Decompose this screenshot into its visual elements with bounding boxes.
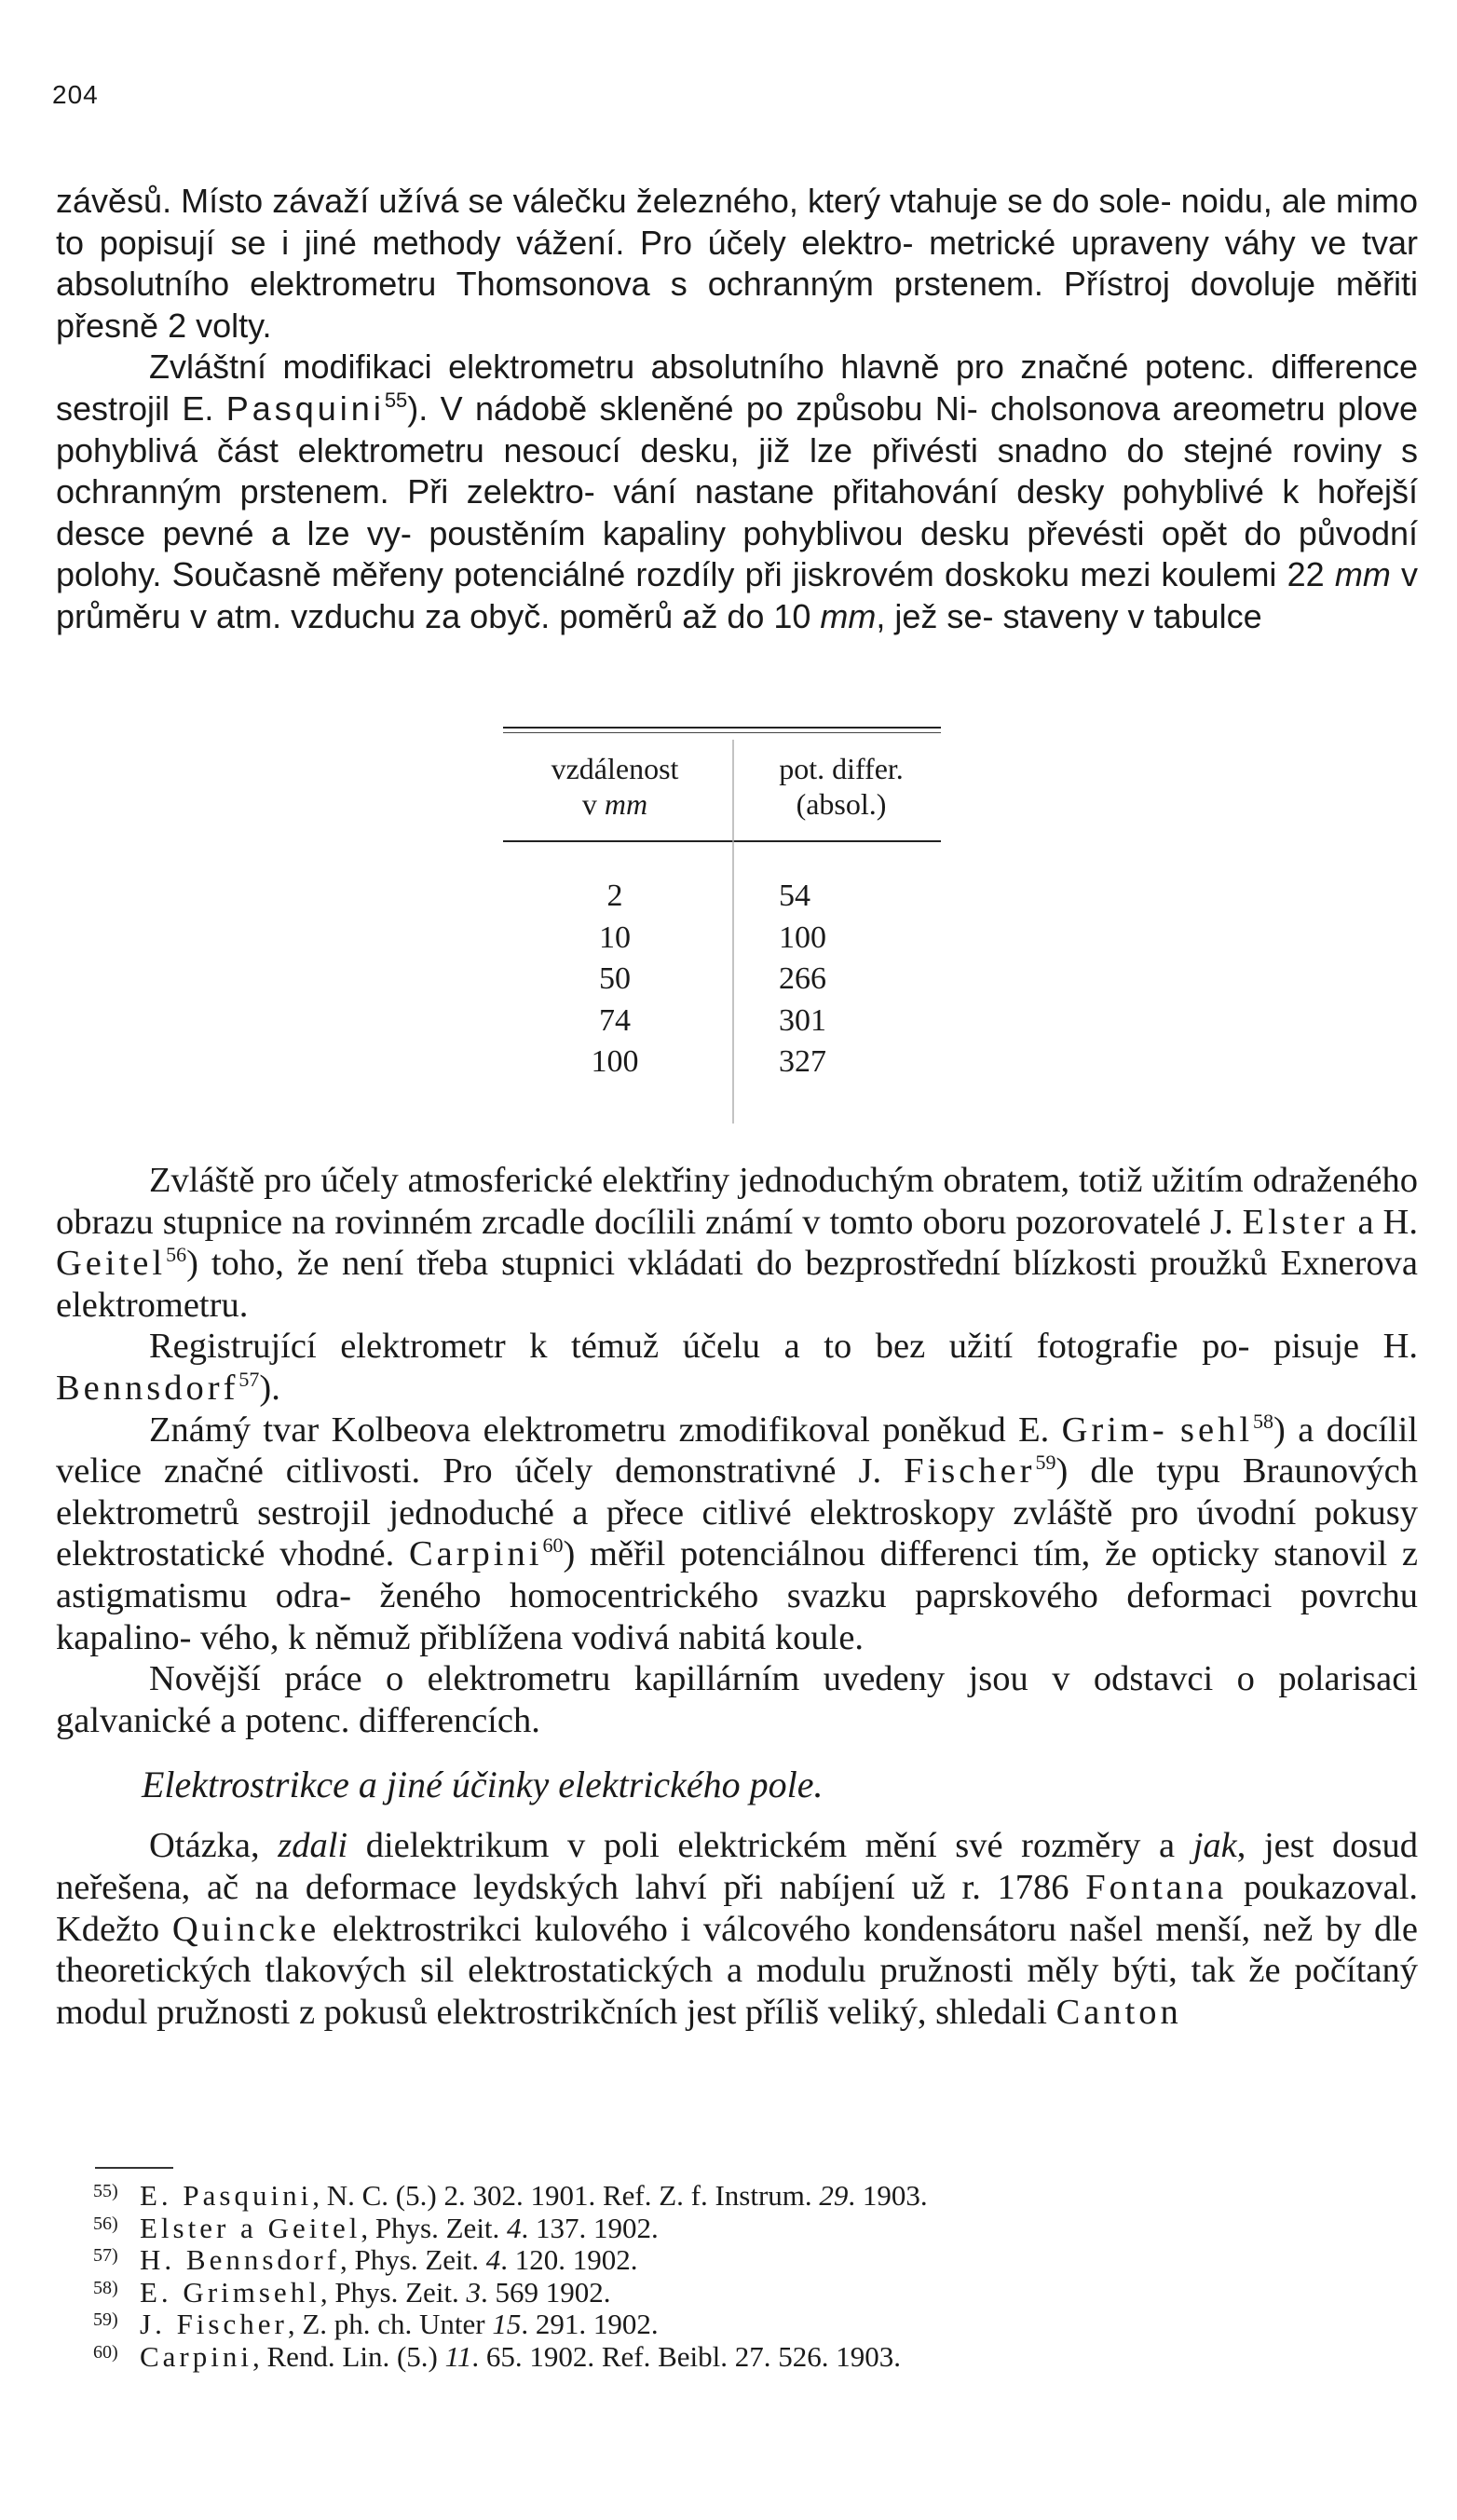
table-cell: 2: [606, 879, 623, 913]
data-table: [503, 727, 946, 1137]
footnote-59: 59) J. Fischer, Z. ph. ch. Unter 15. 291. 1902.: [93, 2308, 659, 2340]
author-pasquini: Pasquini: [225, 388, 385, 428]
table-rule-top: [503, 727, 941, 729]
footnote-ref-59: 59: [1035, 1451, 1056, 1475]
paragraph-bennsdorf: Registrující elektrometr k témuž účelu a to bez užití fotografie po- pisuje H. Bennsdorf$^{57}$).: [56, 1327, 1418, 1408]
table-rule-top-thin: [503, 732, 941, 733]
footnote-56: 56) Elster a Geitel, Phys. Zeit. 4. 137. 1902.: [93, 2211, 659, 2244]
footnote-ref-58: 58: [1253, 1409, 1274, 1433]
footnote-57: 57) H. Bennsdorf, Phys. Zeit. 4. 120. 1902.: [93, 2243, 638, 2276]
table-column-distance: [503, 876, 727, 1083]
paragraph-weighing: závěsů. Místo závaží užívá se válečku železného, který vtahuje se do sole- noidu, ale mimo to popisují se i jiné methody vážení. Pro účely elektro- metrické upraveny váhy ve tvar absolutního elektrometru Thomsonova s ochranným prstenem. Přístroj dovoluje měřiti přesně 2 volty.: [56, 182, 1418, 345]
table-header-distance: vzdálenost v mm: [551, 752, 679, 821]
body-text-top: [56, 181, 1418, 638]
table-cell: 54: [779, 879, 810, 913]
paragraph-pasquini: Zvláštní modifikaci elektrometru absolutního hlavně pro značné potenc. difference sestrojil E. Pasquini$^{55}$). V nádobě skleněné po způsobu Ni- cholsonova areometru plove pohyblivá část elektrometru nesoucí desku, již lze přivésti snadno do stejné roviny s ochranným prstenem. Při zelektro- vání nastane přitahování desky pohyblivé k hořejší desce pevné a lze vy- poustěním kapaliny pohyblivou desku převésti opět do původní polohy. Současně měřeny potenciálné rozdíly při jiskrovém doskoku mezi koulemi 22 mm v průměru v atm. vzduchu za obyč. poměrů až do 10 mm, jež se- staveny v tabulce: [56, 347, 1419, 635]
paragraph-capillary: Novější práce o elektrometru kapillárním uvedeny jsou v odstavci o polarisaci galvanické a potenc. differencích.: [56, 1659, 1419, 1740]
table-cell: 327: [779, 1044, 826, 1080]
footnotes: [93, 2179, 1351, 2373]
table-cell: 266: [779, 961, 826, 997]
table-header-potential: pot. differ. (absol.): [779, 752, 904, 821]
table-rule-header: [503, 840, 941, 842]
footnote-ref-60: 60: [542, 1533, 564, 1558]
footnote-60: 60) Carpini, Rend. Lin. (5.) 11. 65. 1902. Ref. Beibl. 27. 526. 1903.: [93, 2339, 902, 2373]
table-cell: 10: [599, 919, 631, 955]
footnote-55: 55) E. Pasquini, N. C. (5.) 2. 302. 1901. Ref. Z. f. Instrum. 29. 1903.: [93, 2179, 928, 2212]
table-cell: 100: [779, 919, 826, 955]
body-text-bottom: [56, 1160, 1418, 2033]
table-cell: 74: [599, 1002, 631, 1038]
table-cell: 100: [591, 1044, 639, 1080]
paragraph-electrostriction: Otázka, zdali dielektrikum v poli elektrickém mění své rozměry a jak, jest dosud neřešena, ač na deformace leydských lahví při nabíjení už r. 1786 Fontana poukazoval. Kdežto Quincke elektrostrikci kulového i válcového kondensátoru našel menší, než by dle theoretických tlakových sil elektrostatických a modulu pružnosti měly býti, tak že počítaný modul pružnosti z pokusů elektrostrikčních jest příliš veliký, shledali Canton: [56, 1826, 1419, 2032]
footnote-ref-57: 57: [238, 1367, 260, 1391]
page-number: 204: [52, 80, 99, 109]
table-column-potential: [779, 876, 909, 1083]
table-column-divider: [732, 740, 734, 1124]
table-cell: 301: [779, 1002, 826, 1038]
footnote-ref-55: 55: [384, 388, 408, 412]
section-heading: Elektrostrikce a jiné účinky elektrického pole.: [142, 1764, 824, 1806]
footnote-separator: [95, 2167, 173, 2169]
table-cell: 50: [599, 961, 631, 997]
footnote-58: 58) E. Grimsehl, Phys. Zeit. 3. 569 1902.: [93, 2275, 611, 2309]
footnote-ref-56: 56: [166, 1243, 187, 1267]
paragraph-elster-geitel: Zvláště pro účely atmosferické elektřiny jednoduchým obratem, totiž užitím odraženého obrazu stupnice na rovinném zrcadle docílili známí v tomto oboru pozorovatelé J. Elster a H. Geitel$^{56}$) toho, že není třeba stupnici vkládati do bezprostřední blízkosti proužků Exnerova elektrometru.: [56, 1161, 1419, 1325]
paragraph-grimsehl: Známý tvar Kolbeova elektrometru zmodifikoval poněkud E. Grim- sehl$^{58}$) a docílil velice značné citlivosti. Pro účely demonstrativné J. Fischer$^{59}$) dle typu Braunových elektrometrů sestrojil jednoduché a přece citlivé elektroskopy zvláště pro úvodní pokusy elektrostatické vhodné. Carpini$^{60}$) měřil potenciálnou differenci tím, že opticky stanovil z astigmatismu odra- ženého homocentrického svazku paprskového deformaci povrchu kapalino- vého, k němuž přiblížena vodivá nabitá koule.: [56, 1409, 1419, 1657]
